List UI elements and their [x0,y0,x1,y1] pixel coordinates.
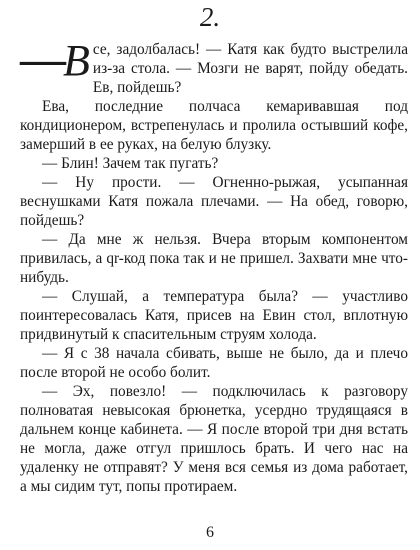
paragraph-1-text: се, задолбалась! — Катя как будто выстрелила из-за стола. — Мозги не варят, пойду обедать. Ев, пойдешь? [92,41,408,96]
paragraph-7: — Я с 38 начала сбивать, выше не было, да и плечо после второй не особо болит. [20,345,408,381]
body-text [20,33,408,496]
page-number: 6 [206,524,214,541]
paragraph-2: Ева, последние полчаса кемаривавшая под кондиционером, встрепенулась и пролила остывший кофе, замерший в ее руках, на белую блузку. [20,98,408,153]
paragraph-4: — Ну прости. — Огненно-рыжая, усыпанная веснушками Катя пожала плечами. — На обед, говорю, пойдешь? [20,174,408,229]
paragraph-6: — Слушай, а температура была? — участливо поинтересовалась Катя, присев на Евин стол, вплотную придвинутый к спасительным струям холода. [20,288,408,343]
chapter-number: 2. [199,2,221,32]
paragraph-5: — Да мне ж нельзя. Вчера вторым компонентом привилась, а qr-код пока так и не пришел. Захвати мне что-нибудь. [20,231,408,286]
paragraph-3: — Блин! Зачем так пугать? [42,155,219,172]
paragraph-8: — Эх, повезло! — подключилась к разговору полноватая невысокая брюнетка, усердно трудящаяся в дальнем конце кабинета. — Я после второй три дня встать не могла, даже отгул пришлось брать. И чего нас на удаленку не отправят? У меня вся семья из дома работает, а мы сидим тут, попы протираем. [20,383,408,495]
drop-cap-dash: — [20,33,63,84]
drop-cap [20,33,90,85]
paragraph-1 [20,33,408,97]
drop-cap-letter: В [63,36,90,85]
